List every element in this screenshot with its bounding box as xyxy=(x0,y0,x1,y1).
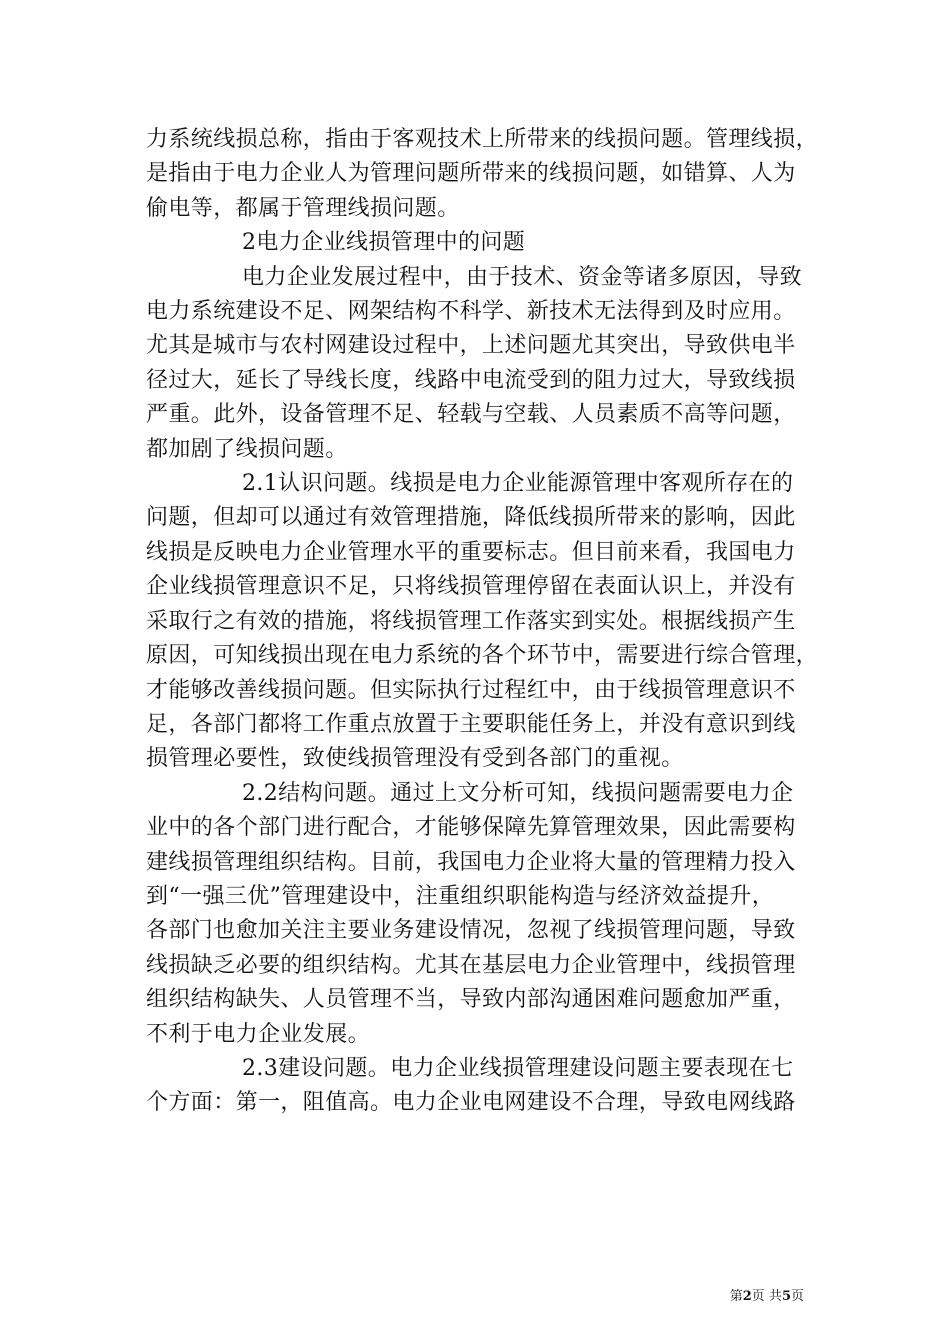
current-page-number: 2 xyxy=(742,1289,752,1304)
footer-suffix: 页 xyxy=(790,1289,804,1304)
text-line: 2.2结构问题。通过上文分析可知，线损问题需要电力企 xyxy=(242,780,794,806)
footer-prefix: 第 xyxy=(729,1289,743,1304)
text-line: 偷电等，都属于管理线损问题。 xyxy=(146,195,460,221)
text-line: 业中的各个部门进行配合，才能够保障先算管理效果，因此需要构 xyxy=(146,815,796,841)
text-line: 企业线损管理意识不足，只将线损管理停留在表面认识上，并没有 xyxy=(146,574,796,600)
text-line: 电力系统建设不足、网架结构不科学、新技术无法得到及时应用。 xyxy=(146,299,796,325)
text-line: 建线损管理组织结构。目前，我国电力企业将大量的管理精力投入 xyxy=(146,849,796,875)
paragraph-structure-problem xyxy=(146,777,814,1052)
text-line: 线损是反映电力企业管理水平的重要标志。但目前来看，我国电力 xyxy=(146,539,796,565)
text-line: 电力企业发展过程中，由于技术、资金等诸多原因，导致 xyxy=(242,264,803,290)
text-line: 径过大，延长了导线长度，线路中电流受到的阻力过大，导致线损 xyxy=(146,367,796,393)
paragraph-intro-problems xyxy=(146,261,814,467)
heading-text: 2电力企业线损管理中的问题 xyxy=(242,230,526,256)
text-line: 采取行之有效的措施，将线损管理工作落实到实处。根据线损产生 xyxy=(146,608,796,634)
text-line: 是指由于电力企业人为管理问题所带来的线损问题，如错算、人为 xyxy=(146,161,796,187)
text-line: 都加剧了线损问题。 xyxy=(146,436,348,462)
paragraph-construction-problem xyxy=(146,1052,814,1121)
text-line: 原因，可知线损出现在电力系统的各个环节中，需要进行综合管理， xyxy=(146,643,819,669)
body-text xyxy=(146,123,819,1121)
text-line: 才能够改善线损问题。但实际执行过程红中，由于线损管理意识不 xyxy=(146,677,796,703)
text-line: 足，各部门都将工作重点放置于主要职能任务上，并没有意识到线 xyxy=(146,711,796,737)
text-line: 严重。此外，设备管理不足、轻载与空载、人员素质不高等问题， xyxy=(146,402,796,428)
text-line: 2.3建设问题。电力企业线损管理建设问题主要表现在七 xyxy=(242,1055,794,1081)
text-line: 各部门也愈加关注主要业务建设情况，忽视了线损管理问题，导致 xyxy=(146,918,796,944)
text-line: 力系统线损总称，指由于客观技术上所带来的线损问题。管理线损， xyxy=(146,127,819,152)
text-line: 到“一强三优”管理建设中，注重组织职能构造与经济效益提升， xyxy=(146,883,775,909)
text-line: 组织结构缺失、人员管理不当，导致内部沟通困难问题愈加严重， xyxy=(146,987,796,1013)
text-line: 2.1认识问题。线损是电力企业能源管理中客观所存在的 xyxy=(242,471,794,497)
text-line: 问题，但却可以通过有效管理措施，降低线损所带来的影响，因此 xyxy=(146,505,796,531)
page-number-footer xyxy=(730,1289,804,1305)
text-line: 损管理必要性，致使线损管理没有受到各部门的重视。 xyxy=(146,746,684,772)
footer-middle: 页 共 xyxy=(751,1289,782,1304)
total-page-count: 5 xyxy=(781,1289,791,1304)
text-line: 个方面：第一，阻值高。电力企业电网建设不合理，导致电网线路 xyxy=(146,1090,796,1116)
text-line: 不利于电力企业发展。 xyxy=(146,1021,371,1047)
text-line: 线损缺乏必要的组织结构。尤其在基层电力企业管理中，线损管理 xyxy=(146,952,796,978)
section-heading xyxy=(146,226,814,260)
paragraph-awareness-problem xyxy=(146,467,819,777)
text-line: 尤其是城市与农村网建设过程中，上述问题尤其突出，导致供电半 xyxy=(146,333,796,359)
paragraph-line-loss-definition xyxy=(146,123,819,226)
